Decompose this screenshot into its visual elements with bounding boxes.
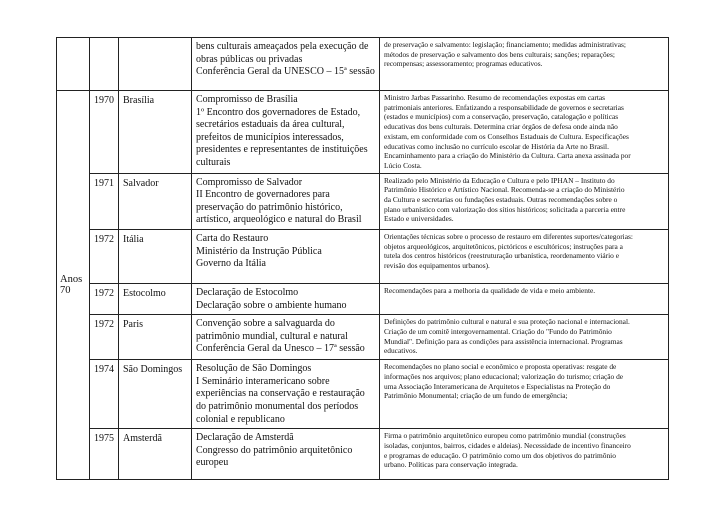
document-line: Compromisso de Brasília [196, 94, 298, 105]
place-cell: Salvador [119, 173, 192, 229]
table-row [57, 173, 669, 229]
year-cell: 1972 [90, 284, 119, 315]
document-line: artístico, arqueológico e natural do Brasil [196, 214, 362, 226]
document-line: Compromisso de Salvador [196, 176, 303, 188]
description-line: urbano. Políticas para conservação integrada. [384, 460, 518, 470]
document-line: I Seminário interamericano sobre [196, 375, 330, 387]
description-line: Criação de um comitê intergovernamental. Criação do "Fundo do Patrimônio [384, 326, 612, 336]
document-line: 1º Encontro dos governadores de Estado, [196, 106, 361, 118]
description-line: Firma o patrimônio arquitetônico europeu como patrimônio mundial (construções [384, 431, 626, 441]
document-cell [192, 429, 380, 480]
heritage-charters-table [56, 37, 669, 480]
document-line: presidentes e representantes de instituições [196, 144, 368, 156]
description-line: Patrimônio Monumental; criação de um fundo de emergência; [384, 391, 568, 401]
description-line: de preservação e salvamento: legislação; financiamento; medidas administrativas; [384, 40, 626, 49]
year-cell: 1972 [90, 315, 119, 360]
table-row [57, 315, 669, 360]
description-line: plano urbanístico com valorização dos sítios históricos; solicitada a parceria entre [384, 204, 626, 214]
document-line: Resolução de São Domingos [196, 363, 312, 375]
document-line: Convenção sobre a salvaguarda do [196, 318, 335, 330]
description-cell [380, 91, 669, 174]
document-line: Conferência Geral da Unesco – 17ª sessão [196, 343, 365, 355]
document-cell [192, 360, 380, 429]
document-line: colonial e republicano [196, 413, 285, 425]
document-line: Conferência Geral da UNESCO – 15ª sessão [196, 66, 375, 78]
description-line: educativas dos bens culturais. Determina criar órgãos de defesa onde ainda não [384, 122, 618, 132]
description-line: Estado e universidades. [384, 214, 454, 224]
table-row [57, 230, 669, 284]
document-line: Congresso do patrimônio arquitetônico [196, 444, 353, 456]
description-cell [380, 360, 669, 429]
place-cell: Itália [119, 230, 192, 284]
description-line: Recomendações para a melhoria da qualidade de vida e meio ambiente. [384, 286, 596, 295]
description-line: educativas como inclusão no currículo escolar de História da Arte no Brasil. [384, 141, 609, 151]
table-row [57, 360, 669, 429]
document-line: preservação do patrimônio histórico, [196, 201, 343, 213]
description-line: educativos. [384, 346, 418, 356]
document-line: prefeitos de municípios interessados, [196, 131, 344, 143]
year-cell [90, 38, 119, 91]
description-line: Realizado pelo Ministério da Educação e Cultura e pelo IPHAN – Instituto do [384, 175, 615, 185]
period-cell-blank [57, 38, 90, 91]
document-line: europeu [196, 457, 229, 469]
table-row [57, 38, 669, 91]
description-line: e programas de educação. O patrimônio como um dos objetivos do patrimônio [384, 450, 616, 460]
description-cell [380, 38, 669, 91]
document-cell [192, 38, 380, 91]
table-row [57, 429, 669, 480]
document-line: Governo da Itália [196, 258, 266, 270]
description-line: (estados e municípios) com a conservação, preservação, catalogação e políticas [384, 112, 619, 122]
description-cell [380, 230, 669, 284]
place-cell: Amsterdã [119, 429, 192, 480]
place-cell: Brasília [119, 91, 192, 174]
description-line: Ministro Jarbas Passarinho. Resumo de recomendações expostas em cartas [384, 93, 606, 102]
document-line: Carta do Restauro [196, 233, 269, 244]
document-line: Declaração de Amsterdã [196, 432, 294, 444]
description-line: da Cultura e secretarias ou fundações estaduais. Outras recomendações sobre o [384, 195, 618, 205]
document-cell [192, 173, 380, 229]
description-line: patrimoniais anteriores. Enfatizando a responsabilidade de governos e secretarias [384, 102, 624, 112]
document-line: Declaração sobre o ambiente humano [196, 299, 347, 311]
description-line: isoladas, conjuntos, bairros, cidades e aldeias). Necessidade de incentivo financeiro [384, 440, 631, 450]
document-cell [192, 284, 380, 315]
document-line: obras públicas ou privadas [196, 53, 303, 65]
description-line: Patrimônio Histórico e Artístico Nacional. Recomenda-se a criação do Ministério [384, 185, 625, 195]
document-line: do patrimônio monumental dos períodos [196, 400, 359, 412]
description-cell [380, 284, 669, 315]
description-line: Recomendações no plano social e econômico e proposta operativas: resgate de [384, 362, 617, 372]
year-cell: 1974 [90, 360, 119, 429]
year-cell: 1972 [90, 230, 119, 284]
description-line: existam, em conformidade com os Conselhos Estaduais de Cultura. Especificações [384, 131, 629, 141]
description-cell [380, 173, 669, 229]
document-line: experiências na conservação e restauração [196, 388, 365, 400]
table-row [57, 91, 669, 174]
place-cell: Paris [119, 315, 192, 360]
description-line: uma Associação Interamericana de Arquitetos e Especialistas na Proteção do [384, 381, 611, 391]
description-line: métodos de preservação e salvamento dos bens culturais; sanções; reparações; [384, 49, 615, 59]
description-line: Definições do patrimônio cultural e natural e sua proteção nacional e internacional. [384, 317, 630, 327]
place-cell: Estocolmo [119, 284, 192, 315]
document-line: Ministério da Instrução Pública [196, 245, 322, 257]
description-line: tutela dos centros históricos (reestruturação urbanística, reordenamento viário e [384, 251, 619, 261]
description-line: Orientações técnicas sobre o processo de restauro em diferentes suportes/categorias: [384, 232, 633, 241]
description-line: objetos arqueológicos, arquitetônicos, pictóricos e escultóricos; instruções para a [384, 241, 623, 251]
year-cell: 1971 [90, 173, 119, 229]
document-line: culturais [196, 156, 231, 168]
document-line: secretários estaduais da área cultural, [196, 119, 345, 131]
year-cell: 1975 [90, 429, 119, 480]
document-cell [192, 91, 380, 174]
description-cell [380, 315, 669, 360]
year-cell: 1970 [90, 91, 119, 174]
document-line: II Encontro de governadores para [196, 189, 330, 201]
place-cell [119, 38, 192, 91]
document-line: Declaração de Estocolmo [196, 287, 299, 298]
description-line: revisão dos equipamentos urbanos). [384, 261, 490, 271]
description-line: Lúcio Costa. [384, 160, 422, 170]
description-line: informações nos arquivos; plano educacional; valorização do turismo; criação de [384, 371, 624, 381]
place-cell: São Domingos [119, 360, 192, 429]
document-line: bens culturais ameaçados pela execução de [196, 41, 369, 52]
description-line: Mundial". Definição para as condições para assistência internacional. Programas [384, 336, 623, 346]
description-cell [380, 429, 669, 480]
document-cell [192, 315, 380, 360]
period-label: Anos 70 [57, 91, 90, 480]
description-line: Encaminhamento para a criação do Ministério da Cultura. Carta anexa assinada por [384, 151, 631, 161]
table-row [57, 284, 669, 315]
document-cell [192, 230, 380, 284]
description-line: recompensas; assessoramento; programas educativos. [384, 59, 543, 69]
document-line: patrimônio mundial, cultural e natural [196, 330, 348, 342]
